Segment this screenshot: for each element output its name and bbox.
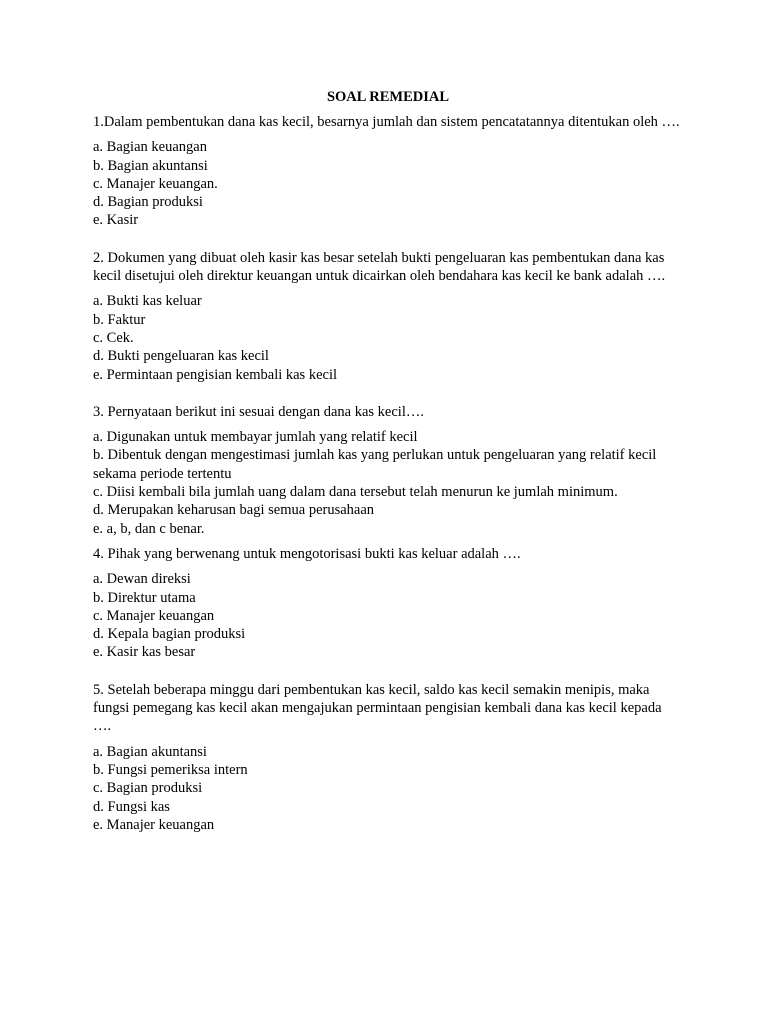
spacer: [93, 538, 683, 545]
option-item: b. Direktur utama: [93, 589, 196, 606]
question-block: [93, 403, 683, 538]
option-item: a. Bagian keuangan: [93, 139, 207, 156]
question-text: 5. Setelah beberapa minggu dari pembentukan kas kecil, saldo kas kecil semakin menipis, maka fungsi pemegang kas kecil akan mengajukan permintaan pengisian kembali dana kas kecil kepada ….: [93, 681, 662, 735]
spacer: [93, 384, 683, 403]
question-block: [93, 113, 683, 230]
option-item: c. Manajer keuangan: [93, 607, 215, 624]
option-item: b. Faktur: [93, 311, 146, 328]
option-item: c. Manajer keuangan.: [93, 175, 218, 192]
option-item: b. Fungsi pemeriksa intern: [93, 761, 248, 778]
question-text: 1.Dalam pembentukan dana kas kecil, besarnya jumlah dan sistem pencatatannya ditentukan oleh ….: [93, 114, 680, 130]
option-item: d. Fungsi kas: [93, 798, 170, 815]
option-item: b. Dibentuk dengan mengestimasi jumlah kas yang perlukan untuk pengeluaran yang relatif kecil sekama periode tertentu: [93, 447, 657, 482]
spacer: [93, 662, 683, 681]
question-block: [93, 249, 683, 384]
option-item: c. Cek.: [93, 329, 134, 346]
option-item: a. Dewan direksi: [93, 571, 191, 588]
option-list: [93, 138, 683, 229]
option-list: [93, 292, 683, 383]
option-item: a. Bagian akuntansi: [93, 743, 207, 760]
option-list: [93, 570, 683, 661]
option-item: a. Digunakan untuk membayar jumlah yang relatif kecil: [93, 429, 418, 446]
option-item: d. Kepala bagian produksi: [93, 626, 246, 643]
document-title: SOAL REMEDIAL: [326, 89, 450, 105]
option-item: b. Bagian akuntansi: [93, 157, 208, 174]
question-block: [93, 681, 683, 834]
question-text: 4. Pihak yang berwenang untuk mengotorisasi bukti kas keluar adalah ….: [93, 545, 521, 562]
option-item: c. Bagian produksi: [93, 780, 203, 797]
option-item: d. Bagian produksi: [93, 194, 203, 211]
option-item: e. a, b, dan c benar.: [93, 520, 205, 537]
option-item: e. Kasir: [93, 212, 139, 229]
question-text: 2. Dokumen yang dibuat oleh kasir kas besar setelah bukti pengeluaran kas pembentukan dana kas kecil disetujui oleh direktur keuangan untuk dicairkan oleh bendahara kas kecil ke bank adalah ….: [93, 249, 666, 285]
spacer: [93, 230, 683, 249]
document-page: [93, 88, 683, 834]
option-item: e. Manajer keuangan: [93, 816, 215, 833]
option-item: d. Bukti pengeluaran kas kecil: [93, 348, 269, 365]
option-list: [93, 428, 683, 538]
option-item: e. Permintaan pengisian kembali kas kecil: [93, 366, 338, 383]
option-item: c. Diisi kembali bila jumlah uang dalam dana tersebut telah menurun ke jumlah minimum.: [93, 484, 618, 501]
question-text: 3. Pernyataan berikut ini sesuai dengan dana kas kecil….: [93, 403, 424, 420]
option-item: d. Merupakan keharusan bagi semua perusahaan: [93, 502, 375, 519]
option-list: [93, 743, 683, 834]
question-block: [93, 545, 683, 662]
option-item: e. Kasir kas besar: [93, 644, 196, 661]
option-item: a. Bukti kas keluar: [93, 293, 202, 310]
